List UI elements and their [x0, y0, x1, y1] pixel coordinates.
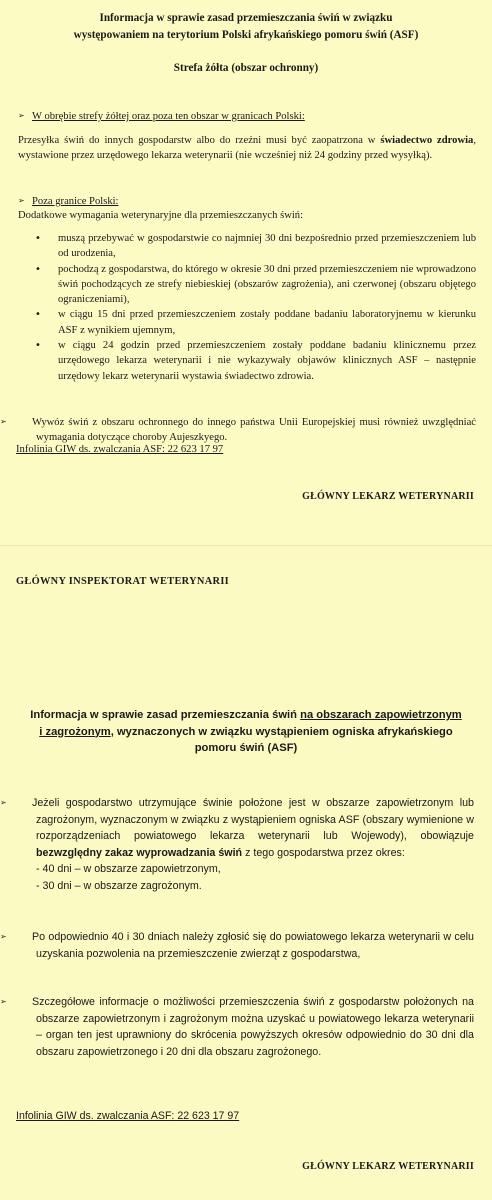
item-2	[0, 929, 474, 962]
section-2-heading-text: Poza granice Polski:	[32, 196, 119, 207]
section-1-text-a: Przesyłka świń do innych gospodarstw albo do rzeźni musi być zaopatrzona w	[18, 135, 381, 146]
requirements-list	[18, 231, 476, 384]
arrow-bullet-icon: ➢	[0, 997, 7, 1006]
section-1-text-b: , wystawione przez urzędowego lekarza weterynarii (nie wcześniej niż 24 godziny przed wysyłką).	[18, 135, 476, 162]
title-text-a: Informacja w sprawie zasad przemieszczania świń	[30, 709, 301, 721]
arrow-bullet-icon: ➢	[0, 798, 7, 807]
section-1-text	[18, 133, 476, 164]
document-title	[30, 707, 462, 757]
health-certificate-emphasis: świadectwo zdrowia	[380, 135, 474, 146]
document-page-strefa-zolta	[0, 0, 492, 545]
section-3	[0, 414, 476, 446]
section-1-heading	[18, 108, 476, 124]
list-item: • muszą przebywać w gospodarstwie co najmniej 30 dni bezpośrednio przed przemieszczeniem lub od urodzenia,	[18, 231, 476, 262]
section-2-heading	[18, 193, 476, 209]
title-line-2: występowaniem na terytorium Polski afrykańskiego pomoru świń (ASF)	[73, 29, 419, 41]
period-zagrozony: - 30 dni – w obszarze zagrożonym.	[36, 879, 202, 892]
item-1	[0, 795, 474, 895]
document-page-obszary-zapowietrzone	[0, 545, 492, 1200]
item-3	[0, 994, 474, 1060]
item-1-text-b: z tego gospodarstwa przez okres:	[242, 846, 405, 859]
section-3-text: Wywóz świń z obszaru ochronnego do innego państwa Unii Europejskiej musi również uwzględniać wymagania dotyczące choroby Aujeszkyego.	[32, 417, 476, 444]
arrow-bullet-icon: ➢	[18, 196, 25, 205]
arrow-bullet-icon: ➢	[0, 932, 7, 941]
signature: GŁÓWNY LEKARZ WETERYNARII	[302, 1161, 474, 1172]
zone-subtitle: Strefa żółta (obszar ochronny)	[173, 62, 319, 74]
item-1-text-a: Jeżeli gospodarstwo utrzymujące świnie położone jest w obszarze zapowietrzonym lub zagrożonym, wyznaczonym w związku z wystąpieniem ogniska ASF (obszary wymienione w rozporządzeniach powiatowego lekarza weterynarii lub Wojewody), obowiązuje	[32, 797, 474, 843]
arrow-bullet-icon: ➢	[0, 417, 7, 426]
item-3-text: Szczegółowe informacje o możliwości przemieszczenia świń z gospodarstw położonych na obszarze zapowietrzonym i zagrożonym można uzyskać u powiatowego lekarza weterynarii – organ ten jest uprawniony do skrócenia powyższych okresów odpowiednio do 30 dni dla obszaru zapowietrzonego i 20 dni dla obszaru zagrożonego.	[32, 996, 474, 1058]
hotline: Infolinia GIW ds. zwalczania ASF: 22 623 17 97	[16, 444, 224, 455]
title-line-1: Informacja w sprawie zasad przemieszczania świń w związku	[99, 12, 393, 24]
signature: GŁÓWNY LEKARZ WETERYNARII	[302, 491, 474, 502]
list-item: • w ciągu 15 dni przed przemieszczeniem zostały poddane badaniu laboratoryjnemu w kierunku ASF z wynikiem ujemnym,	[18, 307, 476, 338]
hotline: Infolinia GIW ds. zwalczania ASF: 22 623 17 97	[16, 1110, 240, 1122]
document-title	[16, 10, 476, 44]
arrow-bullet-icon: ➢	[18, 111, 25, 120]
export-ban-emphasis: bezwzględny zakaz wyprowadzania świń	[36, 846, 243, 859]
period-zapowietrzony: - 40 dni – w obszarze zapowietrzonym,	[36, 863, 221, 876]
list-item: • pochodzą z gospodarstwa, do którego w okresie 30 dni przed przemieszczeniem nie wprowadzono świń pochodzących ze strefy niebieskiej (obszarów zagrożenia), ani czerwonej (obszaru objętego ograniczeniami),	[18, 262, 476, 308]
organization-header: GŁÓWNY INSPEKTORAT WETERYNARII	[16, 576, 230, 587]
list-item: • w ciągu 24 godzin przed przemieszczeniem zostały poddane badaniu klinicznemu przez urzędowego lekarza weterynarii i nie wykazywały objawów klinicznych ASF – następnie urzędowy lekarz weterynarii wystawia świadectwo zdrowia.	[18, 338, 476, 384]
section-2-intro: Dodatkowe wymagania weterynaryjne dla przemieszczanych świń:	[18, 210, 304, 221]
item-2-text: Po odpowiednio 40 i 30 dniach należy zgłosić się do powiatowego lekarza weterynarii w celu uzyskania pozwolenia na przemieszczenie zwierząt z gospodarstwa,	[32, 931, 474, 960]
title-underlined-areas: na obszarach zapowietrzonym i zagrożonym	[39, 709, 462, 738]
title-text-b: , wyznaczonych w związku wystąpieniem ogniska afrykańskiego pomoru świń (ASF)	[110, 725, 453, 754]
section-1-heading-text: W obrębie strefy żółtej oraz poza ten obszar w granicach Polski:	[32, 111, 305, 122]
